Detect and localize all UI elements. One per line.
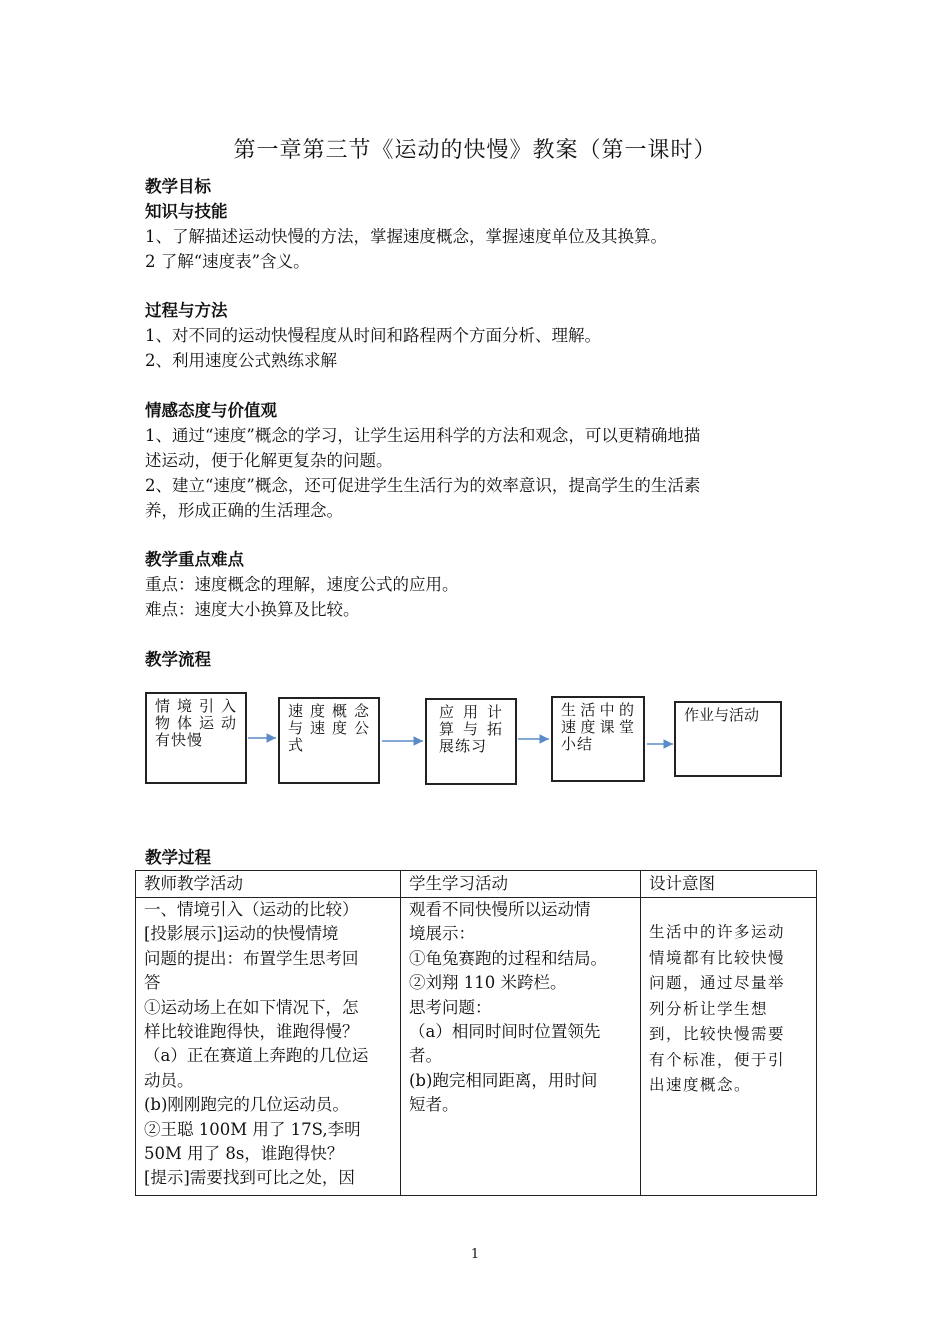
flow-step-text: 作业与活动 [684, 706, 760, 724]
emotion-heading: 情感态度与价值观 [145, 401, 277, 420]
flow-heading: 教学流程 [145, 650, 211, 669]
key-point-important: 重点：速度概念的理解，速度公式的应用。 [145, 575, 459, 594]
cell-line: 50M 用了 8s，谁跑得快？ [144, 1144, 344, 1164]
process-table [135, 870, 817, 1196]
goals-heading: 教学目标 [145, 177, 211, 196]
column-header: 教师教学活动 [136, 871, 401, 898]
cell-line: 动员。 [144, 1070, 194, 1090]
cell-line: 答 [144, 973, 161, 993]
knowledge-item-1: 1、了解描述运动快慢的方法，掌握速度概念，掌握速度单位及其换算。 [145, 227, 667, 246]
flow-step-text: 物体运动 [155, 714, 237, 732]
cell-line: 问题，通过尽量举 [649, 974, 786, 992]
cell-line: 到，比较快慢需要 [649, 1025, 786, 1043]
cell-line: 出速度概念。 [649, 1076, 752, 1094]
column-header: 设计意图 [641, 871, 817, 898]
flow-step-text: 应用计 [439, 703, 503, 721]
flow-step-3 [425, 698, 517, 785]
cell-line: [投影展示]运动的快慢情境 [144, 924, 339, 944]
cell-line: 观看不同快慢所以运动情 [409, 900, 591, 919]
cell-line: 者。 [409, 1046, 442, 1066]
cell-line: ①运动场上在如下情况下，怎 [144, 997, 359, 1017]
emotion-line: 养，形成正确的生活理念。 [145, 501, 343, 520]
cell-line: (b)刚刚跑完的几位运动员。 [144, 1095, 349, 1115]
flow-step-text: 速度课堂 [561, 718, 635, 736]
flow-step-text: 生活中的 [561, 701, 635, 719]
flow-step-text: 情境引入 [155, 697, 237, 715]
cell-line: ①龟兔赛跑的过程和结局。 [409, 948, 607, 968]
process-method-heading: 过程与方法 [145, 301, 228, 320]
page-title: 第一章第三节《运动的快慢》教案（第一课时） [233, 138, 717, 163]
cell-line: （a）相同时间时位置领先 [409, 1022, 601, 1042]
cell-line: 思考问题： [409, 997, 492, 1017]
cell-line: ②王聪 100M 用了 17S,李明 [144, 1119, 361, 1139]
column-header: 学生学习活动 [401, 871, 641, 898]
process-method-item-1: 1、对不同的运动快慢程度从时间和路程两个方面分析、理解。 [145, 326, 601, 345]
flow-step-1 [145, 692, 247, 784]
cell-line: 境展示： [409, 924, 475, 944]
teacher-activity-cell [136, 898, 401, 1196]
flow-step-text: 与速度公 [288, 719, 370, 737]
cell-line: 一、情境引入（运动的比较） [144, 900, 359, 919]
cell-line: 样比较谁跑得快，谁跑得慢？ [144, 1022, 359, 1042]
flow-step-5 [674, 701, 782, 777]
flow-step-text: 算与拓 [439, 720, 503, 738]
page-number: 1 [470, 1247, 480, 1262]
cell-line: 问题的提出：布置学生思考回 [144, 948, 359, 968]
emotion-line: 2、建立“速度”概念，还可促进学生生活行为的效率意识，提高学生的生活素 [145, 476, 701, 495]
flow-step-text: 速度概念 [288, 702, 370, 720]
table-row [136, 898, 817, 1196]
flow-step-text: 有快慢 [155, 731, 204, 749]
flow-step-2 [278, 697, 380, 784]
emotion-line: 述运动，便于化解更复杂的问题。 [145, 451, 393, 470]
cell-line: ②刘翔 110 米跨栏。 [409, 973, 567, 993]
cell-line: (b)跑完相同距离，用时间 [409, 1070, 598, 1090]
flow-step-text: 式 [288, 736, 305, 754]
cell-line: 情境都有比较快慢 [649, 948, 786, 967]
knowledge-item-2: 2 了解“速度表”含义。 [145, 252, 310, 271]
flow-step-text: 展练习 [439, 737, 488, 755]
cell-line: [提示]需要找到可比之处，因 [144, 1168, 355, 1188]
cell-line: 列分析让学生想 [649, 999, 769, 1018]
key-points-heading: 教学重点难点 [145, 550, 244, 569]
key-point-difficult: 难点：速度大小换算及比较。 [145, 600, 360, 619]
emotion-line: 1、通过“速度”概念的学习，让学生运用科学的方法和观念，可以更精确地描 [145, 426, 701, 445]
flow-step-4 [551, 696, 645, 782]
cell-line: 有个标准，便于引 [649, 1050, 786, 1069]
student-activity-cell [401, 898, 641, 1196]
design-intent-cell [641, 898, 817, 1196]
process-table-heading: 教学过程 [145, 848, 211, 867]
knowledge-heading: 知识与技能 [145, 202, 228, 221]
cell-line: 生活中的许多运动 [649, 923, 786, 941]
cell-line: （a）正在赛道上奔跑的几位运 [144, 1046, 369, 1066]
table-header-row [136, 871, 817, 898]
flow-step-text: 小结 [561, 735, 594, 753]
cell-line: 短者。 [409, 1095, 459, 1115]
process-method-item-2: 2、利用速度公式熟练求解 [145, 351, 337, 370]
